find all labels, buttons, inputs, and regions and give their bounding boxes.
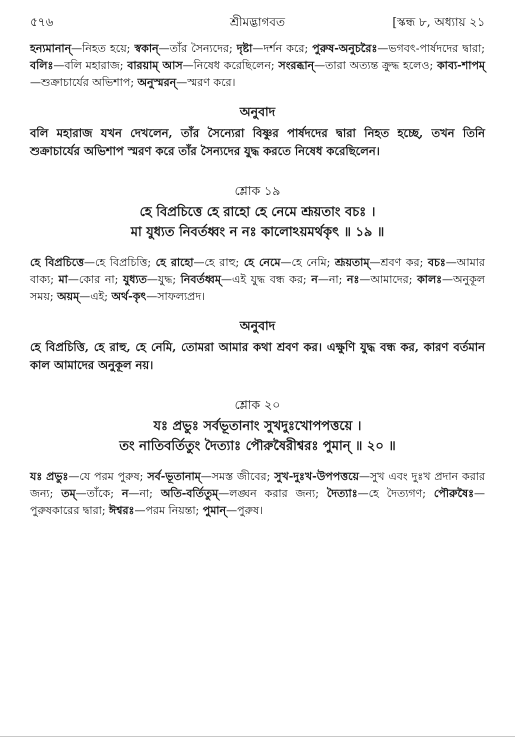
synonym-word: দৈত্যাঃ xyxy=(326,487,358,500)
synonym-word: নঃ xyxy=(346,273,360,286)
synonym-word: পুমান্ xyxy=(202,504,227,517)
synonym-meaning: হে নেমি xyxy=(291,256,327,269)
synonym-word: তম্ xyxy=(61,487,76,500)
synonym-word: পৌরুষৈঃ xyxy=(433,487,474,500)
synonym-meaning: আমার বাক্য xyxy=(30,256,485,286)
synonym-meaning: নিষেধ করেছিলেন xyxy=(193,59,271,72)
synonym-meaning: যে পরম পুরুষ xyxy=(79,470,140,483)
synonym-meaning: সুখ এবং দুঃখ প্রদান করার জন্য xyxy=(30,470,486,500)
synonym-word: যুধ্যত xyxy=(122,273,147,286)
synonym-word: কালঃ xyxy=(417,273,443,286)
synonym-word: বচঃ xyxy=(427,256,446,269)
synonym-word: কাব্য-শাপম্ xyxy=(436,59,486,72)
synonym-word: ঈশ্বরঃ xyxy=(109,504,135,517)
synonym-meaning: অনুকূল সময় xyxy=(30,273,486,303)
synonym-meaning: হে রাহু xyxy=(204,256,236,269)
synonym-meaning: সমস্ত জীবের xyxy=(211,470,267,483)
verse-20-line-2: তং নাতিবর্তিতুং দৈত্যাঃ পৌরুষৈরীশ্বরঃ পুমান্ ॥ ২০ ॥ xyxy=(119,439,396,454)
synonyms-verse-20: যঃ প্রভুঃ—যে পরম পুরুষ; সর্ব-ভূতানাম্—সমস্ত জীবের; সুখ-দুঃখ-উপপত্তয়ে—সুখ এবং দুঃখ প্রদান করার জন্য; তম্—তাঁকে; ন—না; অতি-বর্তিতুম্—লঙ্ঘন করার জন্য; দৈত্যাঃ—হে দৈত্যগণ; পৌরুষৈঃ—পুরুষকারের দ্বারা; ঈশ্বরঃ—পরম নিয়ন্তা; পুমান্—পুরুষ। xyxy=(30,470,486,517)
synonym-word: দৃষ্টা xyxy=(236,42,253,55)
verse-20-line-1: যঃ প্রভুঃ সর্বভূতানাং সুখদুঃখোপপত্তয়ে । xyxy=(153,419,362,434)
page-number: ৫৭৬ xyxy=(30,15,54,29)
synonym-meaning: কোর না xyxy=(78,273,115,286)
synonym-word: বলিঃ xyxy=(30,59,54,72)
synonym-meaning: না xyxy=(328,273,339,286)
synonym-word: নিবর্তধ্বম্ xyxy=(180,273,221,286)
synonym-meaning: এই xyxy=(90,290,105,303)
synonyms-block-1: হন্যমানান্—নিহত হয়ে; স্বকান্—তাঁর সৈন্যদের; দৃষ্টা—দর্শন করে; পুরুষ-অনুচরৈঃ—ভগবৎ-পার্ষদদের দ্বারা; বলিঃ—বলি মহারাজ; বারয়াম্ আস—নিষেধ করেছিলেন; সংরব্ধান্—তারা অত্যন্ত ক্রুদ্ধ হলেও; কাব্য-শাপম্—শুক্রাচার্যের অভিশাপ; অনুস্মরন্—স্মরণ করে। xyxy=(30,42,486,89)
verse-19-line-1: হে বিপ্রচিত্তে হে রাহো হে নেমে শ্রূয়তাং বচঃ । xyxy=(139,205,376,220)
synonym-word: বারয়াম্ আস xyxy=(127,59,183,72)
synonym-word: অর্থ-কৃৎ xyxy=(111,290,147,303)
synonym-word: শ্রূয়তাম্ xyxy=(334,256,370,269)
synonym-word: ন xyxy=(311,273,318,286)
verse-19-heading: শ্লোক ১৯ xyxy=(234,183,281,198)
synonym-meaning: তারা অত্যন্ত ক্রুদ্ধ হলেও xyxy=(325,59,430,72)
synonym-word: যঃ xyxy=(30,470,43,483)
synonym-meaning: আমাদের xyxy=(370,273,409,286)
synonym-word: হে বিপ্রচিত্তে xyxy=(30,256,84,269)
synonym-meaning: লঙ্ঘন করার জন্য xyxy=(229,487,316,500)
verse-19-line-2: মা যুধ্যত নিবর্তধ্বং ন নঃ কালোঽয়মর্থকৃৎ ॥ ১৯ ॥ xyxy=(130,225,385,240)
synonym-meaning: সাফল্যপ্রদ। xyxy=(157,290,206,303)
synonym-word: সর্ব-ভূতানাম্ xyxy=(147,470,201,483)
synonym-meaning: না xyxy=(139,487,150,500)
synonym-meaning: শ্রবণ কর xyxy=(380,256,420,269)
synonym-word: মা xyxy=(58,273,68,286)
synonym-meaning: দর্শন করে xyxy=(263,42,305,55)
verse-20-heading: শ্লোক ২০ xyxy=(234,397,281,412)
translation-19: হে বিপ্রচিত্তি, হে রাহু, হে নেমি, তোমরা আমার কথা শ্রবণ কর। এক্ষুণি যুদ্ধ বন্ধ কর, কারণ বর্তমান কাল আমাদের অনুকূল নয়। xyxy=(30,340,485,372)
translation-1: বলি মহারাজ যখন দেখলেন, তাঁর সৈন্যেরা বিষ্ণুর পার্ষদদের দ্বারা নিহত হচ্ছে, তখন তিনি শুক্রাচার্যের অভিশাপ স্মরণ করে তাঁর সৈন্যদের যুদ্ধ করতে নিষেধ করেছিলেন। xyxy=(30,126,485,158)
translation-heading-19: অনুবাদ xyxy=(239,318,276,333)
synonym-word: প্রভুঃ xyxy=(46,470,69,483)
synonym-meaning: তাঁর সৈন্যদের xyxy=(169,42,229,55)
synonym-word: সুখ-দুঃখ-উপপত্তয়ে xyxy=(274,470,359,483)
chapter-reference: [স্কন্ধ ৮, অধ্যায় ২১ xyxy=(392,15,485,29)
synonym-meaning: যুদ্ধ xyxy=(157,273,173,286)
synonym-meaning: শুক্রাচার্যের অভিশাপ xyxy=(41,76,131,89)
synonym-word: হন্যমানান্ xyxy=(30,42,72,55)
page-bottom-rule xyxy=(0,736,515,737)
translation-heading-1: অনুবাদ xyxy=(239,104,276,119)
synonym-word: অতি-বর্তিতুম্ xyxy=(160,487,219,500)
synonym-meaning: হে বিপ্রচিত্তি xyxy=(95,256,148,269)
synonyms-verse-19: হে বিপ্রচিত্তে—হে বিপ্রচিত্তি; হে রাহো—হে রাহু; হে নেমে—হে নেমি; শ্রূয়তাম্—শ্রবণ কর; বচঃ—আমার বাক্য; মা—কোর না; যুধ্যত—যুদ্ধ; নিবর্তধ্বম্—এই যুদ্ধ বন্ধ কর; ন—না; নঃ—আমাদের; কালঃ—অনুকূল সময়; অয়ম্—এই; অর্থ-কৃৎ—সাফল্যপ্রদ। xyxy=(30,256,486,303)
running-header xyxy=(30,14,485,32)
synonym-meaning: স্মরণ করে। xyxy=(187,76,236,89)
synonym-word: স্বকান্ xyxy=(134,42,159,55)
synonym-meaning: এই যুদ্ধ বন্ধ কর xyxy=(231,273,303,286)
synonym-meaning: বলি মহারাজ xyxy=(64,59,120,72)
synonym-word: সংরব্ধান্ xyxy=(278,59,315,72)
page-body xyxy=(30,40,485,519)
synonym-meaning: পরম নিয়ন্তা xyxy=(145,504,196,517)
synonym-word: পুরুষ-অনুচরৈঃ xyxy=(312,42,378,55)
synonym-meaning: হে দৈত্যগণ xyxy=(368,487,423,500)
synonym-word: অনুস্মরন্ xyxy=(137,76,177,89)
synonym-meaning: পুরুষ। xyxy=(237,504,263,517)
synonym-word: হে নেমে xyxy=(243,256,281,269)
synonym-meaning: নিহত হয়ে xyxy=(82,42,127,55)
synonym-word: অয়ম্ xyxy=(57,290,80,303)
synonym-meaning: তাঁকে xyxy=(86,487,111,500)
synonym-word: হে রাহো xyxy=(155,256,194,269)
book-title: শ্রীমদ্ভাগবত xyxy=(229,15,285,29)
synonym-word: ন xyxy=(121,487,129,500)
synonym-meaning: ভগবৎ-পার্ষদদের দ্বারা xyxy=(388,42,482,55)
synonym-meaning: পুরুষকারের দ্বারা xyxy=(30,504,102,517)
